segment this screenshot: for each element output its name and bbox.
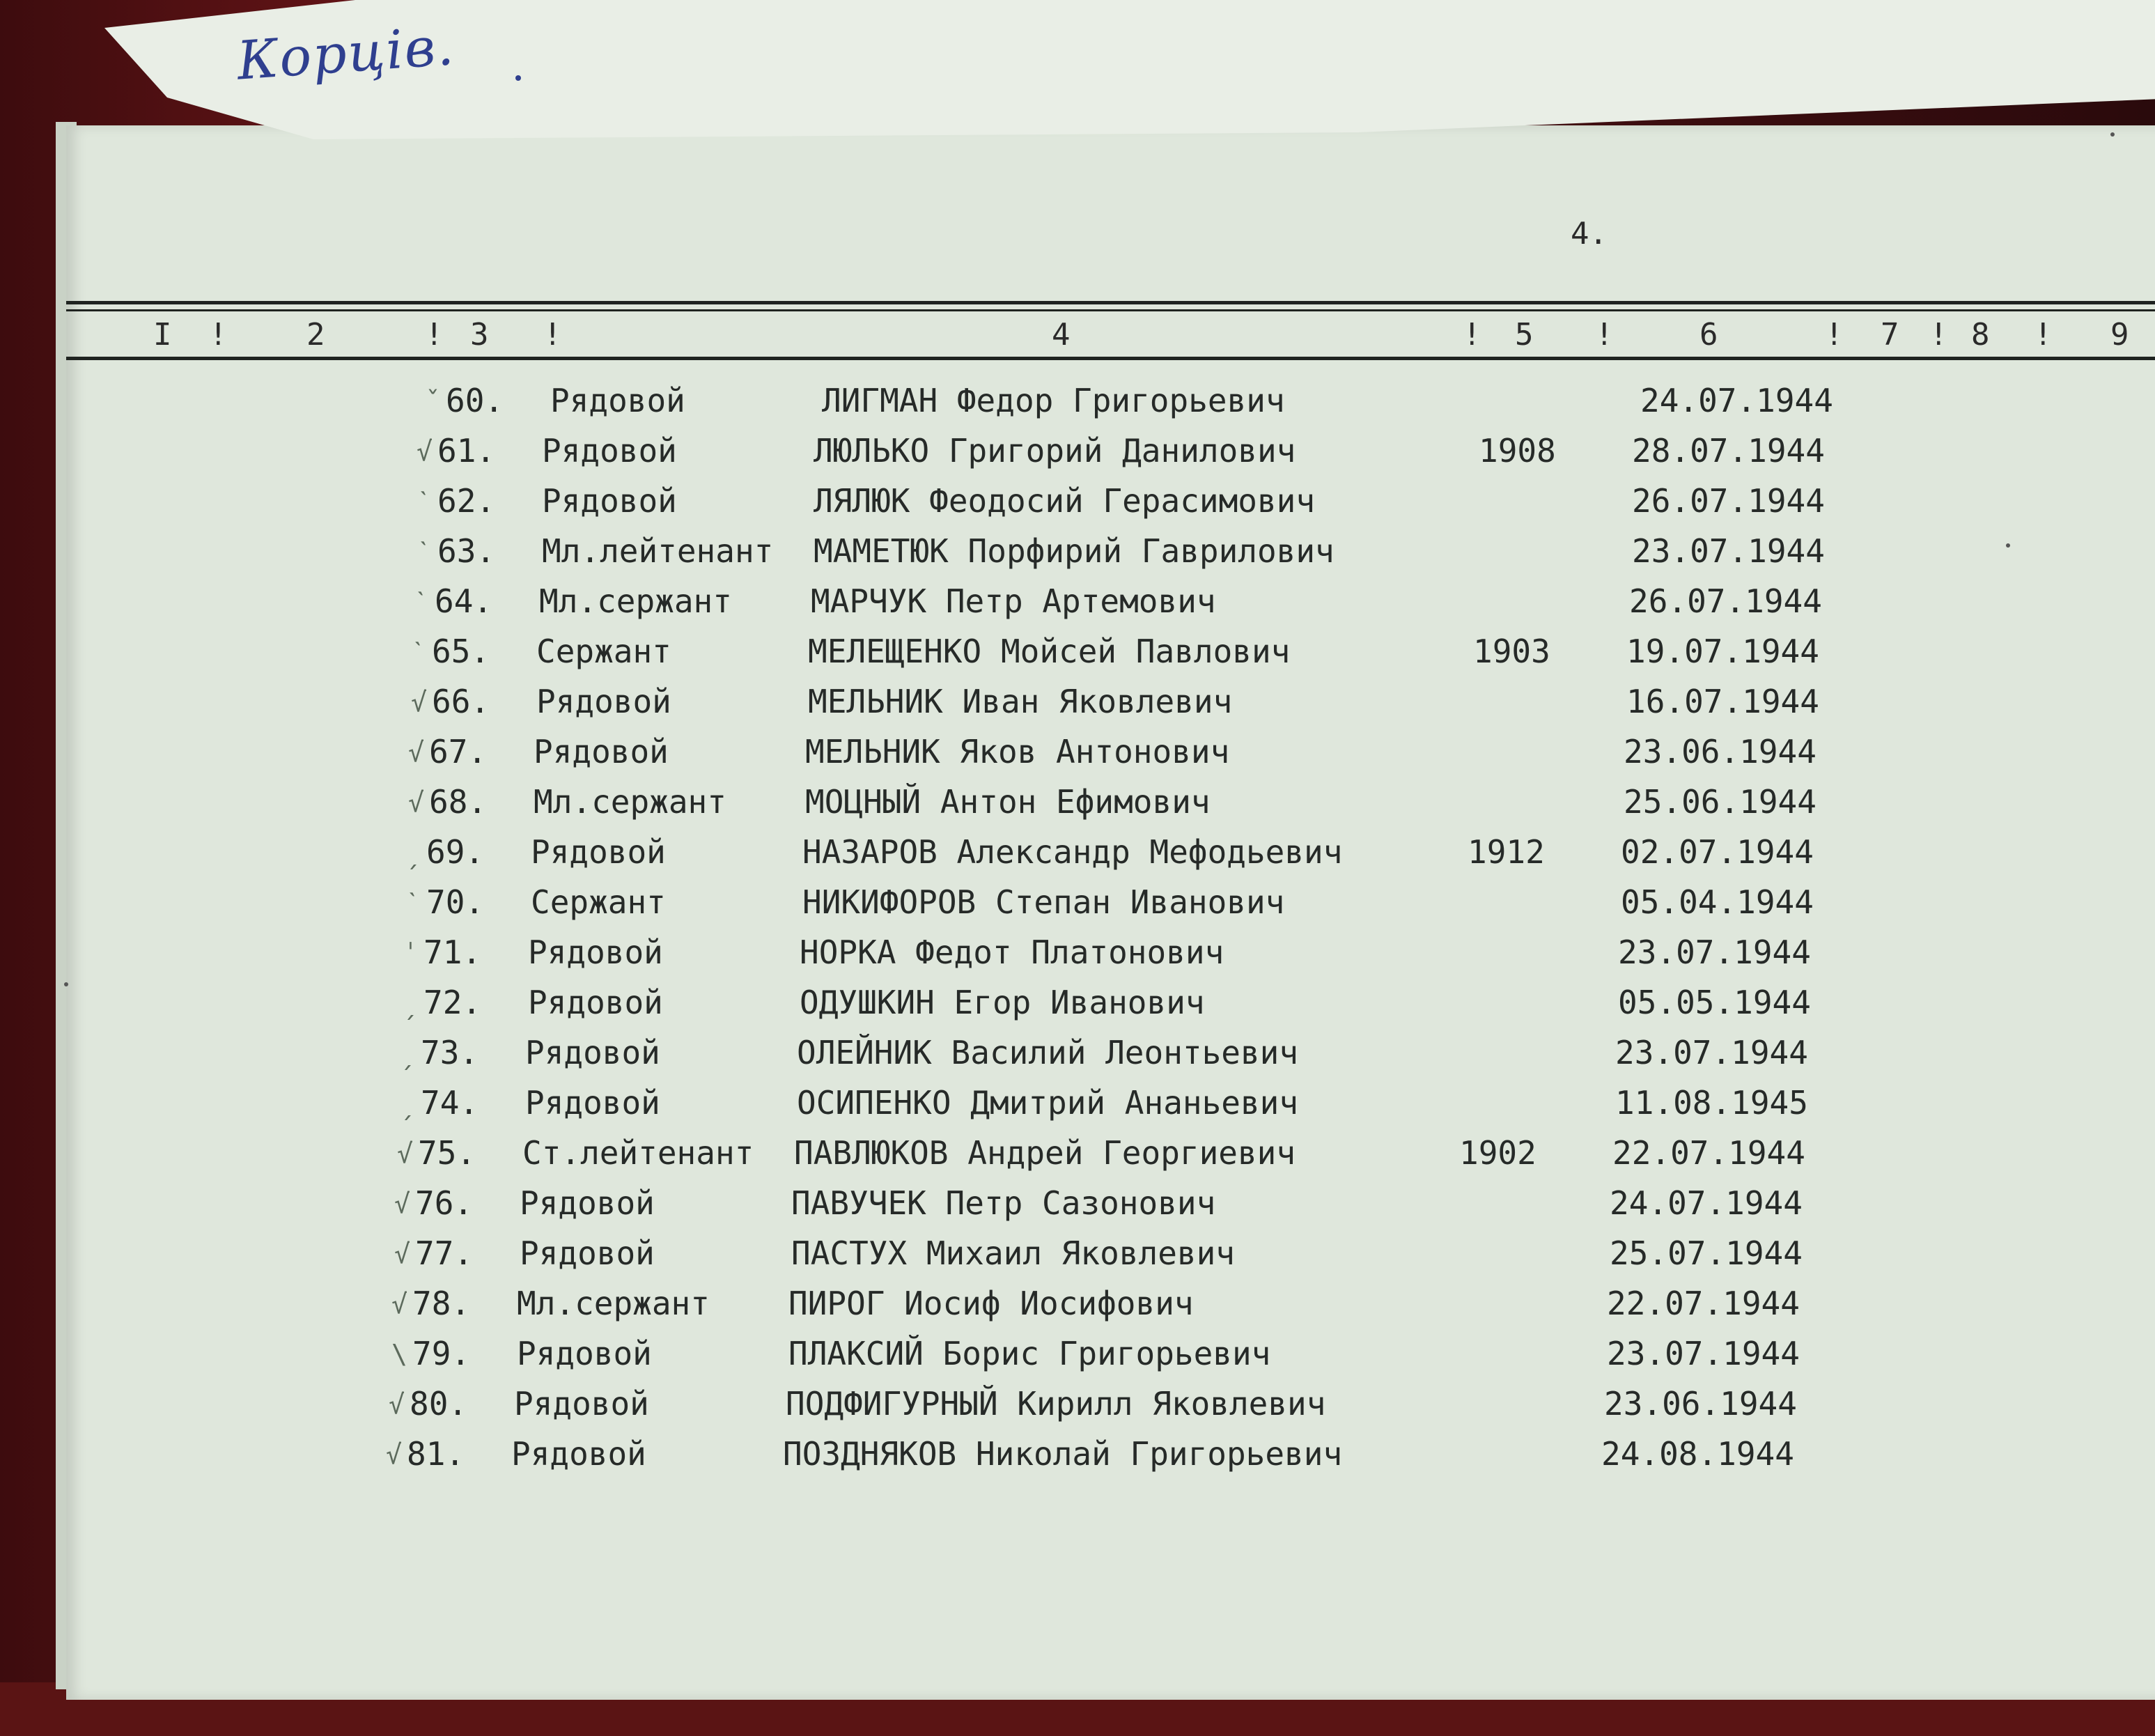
check-mark-icon: \ xyxy=(391,1339,407,1370)
list-row xyxy=(405,883,1854,928)
row-name: ЛЮЛЬКО Григорий Данилович xyxy=(814,432,1296,470)
row-birth-year: 1912 xyxy=(1468,833,1545,871)
column-header: I xyxy=(153,317,172,352)
paper-speck xyxy=(2006,543,2010,548)
list-row xyxy=(403,933,1851,978)
row-rank: Сержант xyxy=(536,633,671,670)
row-number: 78. xyxy=(412,1285,471,1322)
list-row xyxy=(386,1435,1835,1480)
check-mark-icon: ˇ xyxy=(425,386,441,417)
column-header: 9 xyxy=(2110,317,2129,352)
check-mark-icon: √ xyxy=(408,737,424,768)
row-date: 24.08.1944 xyxy=(1601,1435,1794,1473)
column-separator: ! xyxy=(1463,317,1481,352)
row-number: 81. xyxy=(407,1435,465,1473)
check-mark-icon: √ xyxy=(417,436,433,467)
column-separator: ! xyxy=(425,317,444,352)
row-rank: Рядовой xyxy=(525,1034,660,1071)
row-rank: Мл.сержант xyxy=(539,582,732,620)
row-name: НИКИФОРОВ Степан Иванович xyxy=(802,883,1285,921)
check-mark-icon: ˋ xyxy=(414,587,430,617)
list-row xyxy=(425,382,1874,426)
row-number: 76. xyxy=(415,1184,474,1222)
row-name: ОСИПЕНКО Дмитрий Ананьевич xyxy=(797,1084,1299,1122)
list-row xyxy=(394,1184,1843,1229)
row-date: 23.06.1944 xyxy=(1604,1385,1797,1423)
row-rank: Рядовой xyxy=(542,432,677,470)
row-number: 65. xyxy=(432,633,490,670)
row-date: 24.07.1944 xyxy=(1610,1184,1803,1222)
row-rank: Рядовой xyxy=(520,1234,655,1272)
check-mark-icon: √ xyxy=(389,1389,405,1420)
list-row xyxy=(417,532,1865,577)
row-date: 23.07.1944 xyxy=(1615,1034,1808,1071)
row-rank: Рядовой xyxy=(536,683,671,720)
row-name: ЛИГМАН Федор Григорьевич xyxy=(822,382,1285,419)
check-mark-icon: √ xyxy=(394,1188,410,1219)
list-row xyxy=(408,783,1857,828)
row-number: 63. xyxy=(437,532,496,570)
row-name: ПАСТУХ Михаил Яковлевич xyxy=(791,1234,1235,1272)
column-header: 4 xyxy=(1052,317,1071,352)
list-row xyxy=(403,984,1851,1028)
row-name: ПАВЛЮКОВ Андрей Георгиевич xyxy=(794,1134,1296,1172)
row-rank: Рядовой xyxy=(525,1084,660,1122)
row-date: 22.07.1944 xyxy=(1612,1134,1805,1172)
row-date: 25.07.1944 xyxy=(1610,1234,1803,1272)
check-mark-icon: √ xyxy=(408,787,424,818)
check-mark-icon: ˈ xyxy=(403,938,419,968)
row-name: ОЛЕЙНИК Василий Леонтьевич xyxy=(797,1034,1299,1071)
list-row xyxy=(389,1385,1837,1429)
check-mark-icon: ˋ xyxy=(405,888,421,918)
row-rank: Рядовой xyxy=(550,382,685,419)
row-date: 02.07.1944 xyxy=(1621,833,1814,871)
row-rank: Рядовой xyxy=(514,1385,649,1423)
list-row xyxy=(411,683,1860,727)
row-number: 77. xyxy=(415,1234,474,1272)
handwritten-annotation: Корцiв. xyxy=(235,14,457,92)
row-number: 70. xyxy=(426,883,485,921)
column-separator: ! xyxy=(543,317,562,352)
check-mark-icon: √ xyxy=(397,1138,413,1169)
list-row xyxy=(391,1285,1840,1329)
row-number: 80. xyxy=(410,1385,468,1423)
row-date: 19.07.1944 xyxy=(1626,633,1819,670)
row-rank: Мл.лейтенант xyxy=(542,532,774,570)
row-date: 24.07.1944 xyxy=(1640,382,1833,419)
row-rank: Рядовой xyxy=(531,833,666,871)
check-mark-icon: ˋ xyxy=(417,536,433,567)
list-row xyxy=(405,833,1854,878)
row-date: 26.07.1944 xyxy=(1632,482,1825,520)
row-rank: Рядовой xyxy=(528,933,663,971)
check-mark-icon: ˏ xyxy=(405,837,421,868)
row-number: 74. xyxy=(421,1084,479,1122)
row-birth-year: 1903 xyxy=(1473,633,1550,670)
list-row xyxy=(391,1335,1840,1379)
row-name: МЕЛЕЩЕНКО Мойсей Павлович xyxy=(808,633,1291,670)
row-number: 75. xyxy=(418,1134,476,1172)
column-header: 7 xyxy=(1881,317,1899,352)
row-rank: Рядовой xyxy=(528,984,663,1021)
list-row xyxy=(414,582,1862,627)
list-row xyxy=(394,1234,1843,1279)
check-mark-icon: ˏ xyxy=(400,1038,416,1069)
row-name: МАМЕТЮК Порфирий Гаврилович xyxy=(814,532,1335,570)
check-mark-icon: √ xyxy=(391,1289,407,1319)
row-date: 23.06.1944 xyxy=(1624,733,1816,770)
row-rank: Сержант xyxy=(531,883,666,921)
row-rank: Рядовой xyxy=(534,733,669,770)
check-mark-icon: ˋ xyxy=(417,486,433,517)
column-header: 8 xyxy=(1971,317,1990,352)
row-rank: Рядовой xyxy=(517,1335,652,1372)
row-date: 11.08.1945 xyxy=(1615,1084,1808,1122)
row-rank: Рядовой xyxy=(511,1435,646,1473)
check-mark-icon: ˏ xyxy=(403,988,419,1018)
list-row xyxy=(397,1134,1846,1179)
list-row xyxy=(400,1034,1849,1078)
row-date: 25.06.1944 xyxy=(1624,783,1816,821)
row-number: 69. xyxy=(426,833,485,871)
row-rank: Мл.сержант xyxy=(517,1285,710,1322)
column-separator: ! xyxy=(209,317,228,352)
column-separator: ! xyxy=(1929,317,1948,352)
row-name: МЕЛЬНИК Яков Антонович xyxy=(805,733,1230,770)
row-rank: Ст.лейтенант xyxy=(522,1134,754,1172)
row-number: 67. xyxy=(429,733,488,770)
row-name: ПАВУЧЕК Петр Сазонович xyxy=(791,1184,1216,1222)
row-date: 23.07.1944 xyxy=(1618,933,1811,971)
page-number: 4. xyxy=(1571,216,1608,251)
row-number: 64. xyxy=(435,582,493,620)
list-row xyxy=(411,633,1860,677)
row-rank: Мл.сержант xyxy=(534,783,726,821)
list-row xyxy=(417,432,1865,476)
column-header: 2 xyxy=(306,317,325,352)
check-mark-icon: ˋ xyxy=(411,637,427,667)
row-name: ПОДФИГУРНЫЙ Кирилл Яковлевич xyxy=(786,1385,1326,1423)
column-separator: ! xyxy=(1825,317,1844,352)
row-rank: Рядовой xyxy=(520,1184,655,1222)
row-date: 23.07.1944 xyxy=(1632,532,1825,570)
row-number: 62. xyxy=(437,482,496,520)
row-number: 68. xyxy=(429,783,488,821)
check-mark-icon: ˏ xyxy=(400,1088,416,1119)
row-name: ПОЗДНЯКОВ Николай Григорьевич xyxy=(783,1435,1343,1473)
row-name: МОЦНЫЙ Антон Ефимович xyxy=(805,783,1211,821)
list-row xyxy=(417,482,1865,527)
column-separator: ! xyxy=(2034,317,2053,352)
row-number: 73. xyxy=(421,1034,479,1071)
check-mark-icon: √ xyxy=(411,687,427,718)
row-number: 72. xyxy=(423,984,482,1021)
row-birth-year: 1908 xyxy=(1479,432,1556,470)
paper-speck xyxy=(64,982,68,986)
row-date: 26.07.1944 xyxy=(1629,582,1822,620)
column-separator: ! xyxy=(1595,317,1614,352)
row-name: НАЗАРОВ Александр Мефодьевич xyxy=(802,833,1343,871)
paper-speck xyxy=(2110,132,2115,137)
list-row xyxy=(400,1084,1849,1129)
list-row xyxy=(408,733,1857,777)
row-rank: Рядовой xyxy=(542,482,677,520)
row-name: НОРКА Федот Платонович xyxy=(800,933,1224,971)
row-name: ПИРОГ Иосиф Иосифович xyxy=(788,1285,1194,1322)
check-mark-icon: √ xyxy=(386,1439,402,1470)
row-name: ОДУШКИН Егор Иванович xyxy=(800,984,1205,1021)
row-date: 05.04.1944 xyxy=(1621,883,1814,921)
row-number: 79. xyxy=(412,1335,471,1372)
row-number: 61. xyxy=(437,432,496,470)
row-name: ПЛАКСИЙ Борис Григорьевич xyxy=(788,1335,1271,1372)
column-header: 6 xyxy=(1699,317,1718,352)
row-date: 16.07.1944 xyxy=(1626,683,1819,720)
check-mark-icon: √ xyxy=(394,1239,410,1269)
row-name: МАРЧУК Петр Артемович xyxy=(811,582,1216,620)
row-date: 05.05.1944 xyxy=(1618,984,1811,1021)
row-number: 60. xyxy=(446,382,504,419)
row-name: ЛЯЛЮК Феодосий Герасимович xyxy=(814,482,1316,520)
row-number: 66. xyxy=(432,683,490,720)
column-header: 3 xyxy=(470,317,489,352)
column-header: 5 xyxy=(1515,317,1534,352)
row-name: МЕЛЬНИК Иван Яковлевич xyxy=(808,683,1233,720)
row-date: 23.07.1944 xyxy=(1607,1335,1800,1372)
row-date: 22.07.1944 xyxy=(1607,1285,1800,1322)
row-birth-year: 1902 xyxy=(1459,1134,1536,1172)
row-date: 28.07.1944 xyxy=(1632,432,1825,470)
row-number: 71. xyxy=(423,933,482,971)
